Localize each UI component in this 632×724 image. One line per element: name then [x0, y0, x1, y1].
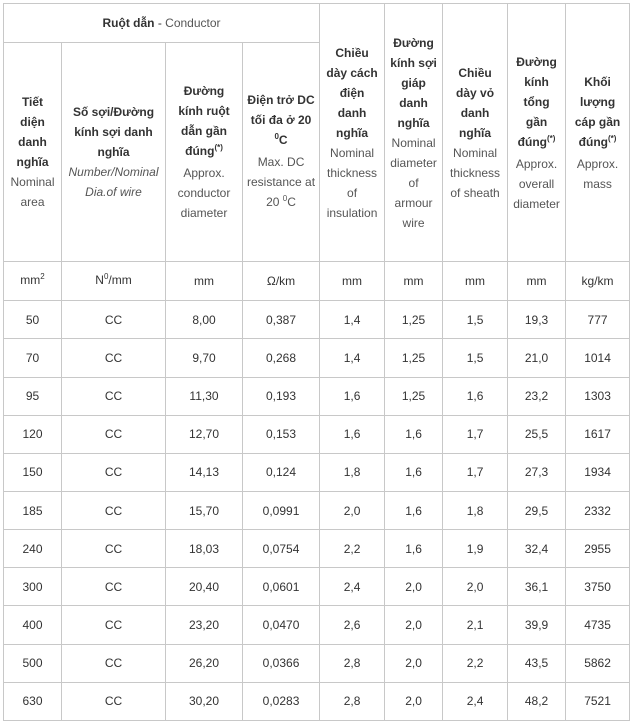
- table-cell: 630: [4, 682, 62, 720]
- table-cell: 2,0: [385, 644, 443, 682]
- table-cell: 30,20: [166, 682, 243, 720]
- unit-wires: $N^0/mm$: [62, 262, 166, 301]
- table-cell: 23,20: [166, 606, 243, 644]
- table-cell: 4735: [566, 606, 630, 644]
- table-cell: 27,3: [508, 453, 566, 491]
- table-cell: 8,00: [166, 301, 243, 339]
- table-cell: 1,6: [385, 453, 443, 491]
- table-cell: 19,3: [508, 301, 566, 339]
- table-row: [4, 606, 630, 644]
- header-vi: Số sợi/Đường kính sợi danh nghĩa: [72, 105, 155, 160]
- table-cell: 2,2: [443, 644, 508, 682]
- table-cell: 1,6: [385, 415, 443, 453]
- table-cell: 29,5: [508, 492, 566, 530]
- header-vi: Chiều dày vỏ danh nghĩa: [456, 65, 495, 140]
- table-cell: 12,70: [166, 415, 243, 453]
- table-cell: 1,6: [320, 377, 385, 415]
- table-cell: 2,4: [320, 568, 385, 606]
- table-cell: 36,1: [508, 568, 566, 606]
- table-row: [4, 492, 630, 530]
- table-cell: CC: [62, 530, 166, 568]
- table-cell: 2,4: [443, 682, 508, 720]
- header-en: Nominal thickness of sheath: [450, 145, 501, 200]
- conductor-group-header: [4, 4, 320, 43]
- table-cell: 50: [4, 301, 62, 339]
- table-cell: 2955: [566, 530, 630, 568]
- table-cell: 1,6: [320, 415, 385, 453]
- table-cell: 1,25: [385, 339, 443, 377]
- table-cell: 1,5: [443, 301, 508, 339]
- header-row-group: [4, 4, 630, 43]
- table-cell: 1,7: [443, 415, 508, 453]
- table-cell: 2,0: [385, 606, 443, 644]
- table-cell: 2332: [566, 492, 630, 530]
- unit-area: $mm^2$: [4, 262, 62, 301]
- table-row: [4, 530, 630, 568]
- unit-dc-resistance: Ω/km: [243, 262, 320, 301]
- table-cell: 39,9: [508, 606, 566, 644]
- table-cell: 1,8: [320, 453, 385, 491]
- table-cell: 0,0366: [243, 644, 320, 682]
- table-cell: 32,4: [508, 530, 566, 568]
- table-cell: 1,25: [385, 301, 443, 339]
- table-cell: 400: [4, 606, 62, 644]
- header-area: [4, 43, 62, 262]
- header-sheath: [443, 4, 508, 262]
- table-cell: 500: [4, 644, 62, 682]
- unit-mass: kg/km: [566, 262, 630, 301]
- conductor-group-vi: Ruột dẫn: [102, 16, 155, 31]
- table-cell: 1014: [566, 339, 630, 377]
- table-cell: 5862: [566, 644, 630, 682]
- table-cell: 95: [4, 377, 62, 415]
- table-row: [4, 682, 630, 720]
- unit-insulation: mm: [320, 262, 385, 301]
- table-cell: CC: [62, 606, 166, 644]
- table-cell: 0,193: [243, 377, 320, 415]
- table-cell: 2,8: [320, 644, 385, 682]
- header-en: Approx. conductor diameter: [177, 166, 231, 221]
- table-row: [4, 339, 630, 377]
- table-row: [4, 453, 630, 491]
- table-cell: 48,2: [508, 682, 566, 720]
- table-row: [4, 415, 630, 453]
- header-vi: Chiều dày cách điện danh nghĩa: [326, 45, 378, 140]
- table-cell: 1934: [566, 453, 630, 491]
- table-cell: 240: [4, 530, 62, 568]
- table-cell: 14,13: [166, 453, 243, 491]
- header-vi: Điện trở DC tối đa ở 20 $^0$C: [247, 93, 315, 148]
- table-cell: CC: [62, 492, 166, 530]
- table-cell: 300: [4, 568, 62, 606]
- table-cell: 0,0991: [243, 492, 320, 530]
- table-cell: 120: [4, 415, 62, 453]
- table-cell: CC: [62, 568, 166, 606]
- table-cell: 1,6: [385, 492, 443, 530]
- table-cell: 1,8: [443, 492, 508, 530]
- table-cell: 1617: [566, 415, 630, 453]
- table-cell: 9,70: [166, 339, 243, 377]
- table-cell: 1,6: [443, 377, 508, 415]
- header-vi: Tiết diện danh nghĩa: [16, 95, 49, 170]
- table-cell: 777: [566, 301, 630, 339]
- table-cell: 1,5: [443, 339, 508, 377]
- table-cell: 70: [4, 339, 62, 377]
- table-row: [4, 644, 630, 682]
- table-cell: CC: [62, 301, 166, 339]
- table-row: [4, 301, 630, 339]
- table-cell: 185: [4, 492, 62, 530]
- table-cell: CC: [62, 339, 166, 377]
- header-insulation: [320, 4, 385, 262]
- table-cell: 1,25: [385, 377, 443, 415]
- table-cell: 15,70: [166, 492, 243, 530]
- table-cell: 25,5: [508, 415, 566, 453]
- table-cell: 0,0601: [243, 568, 320, 606]
- table-cell: 0,153: [243, 415, 320, 453]
- conductor-group-en: Conductor: [165, 16, 221, 31]
- table-cell: 0,268: [243, 339, 320, 377]
- header-conductor-diameter: [166, 43, 243, 262]
- header-en: Max. DC resistance at 20 $^0$C: [247, 155, 316, 210]
- table-cell: 2,0: [443, 568, 508, 606]
- table-cell: 0,0283: [243, 682, 320, 720]
- table-cell: 2,0: [320, 492, 385, 530]
- header-en: Approx. mass: [576, 156, 619, 191]
- unit-conductor-diameter: mm: [166, 262, 243, 301]
- cable-spec-table: [3, 3, 630, 721]
- table-cell: 1,4: [320, 301, 385, 339]
- header-armour: [385, 4, 443, 262]
- table-cell: CC: [62, 377, 166, 415]
- header-overall-diameter: [508, 4, 566, 262]
- unit-sheath: mm: [443, 262, 508, 301]
- table-cell: 0,0754: [243, 530, 320, 568]
- table-cell: 23,2: [508, 377, 566, 415]
- table-cell: 2,6: [320, 606, 385, 644]
- header-vi: Khối lượng cáp gần đúng(*): [574, 74, 621, 149]
- header-vi: Đường kính sợi giáp danh nghĩa: [390, 35, 437, 130]
- table-cell: 0,124: [243, 453, 320, 491]
- table-cell: 21,0: [508, 339, 566, 377]
- table-row: [4, 377, 630, 415]
- table-cell: 1,4: [320, 339, 385, 377]
- table-cell: 2,0: [385, 568, 443, 606]
- header-vi: Đường kính tổng gần đúng(*): [516, 54, 557, 149]
- header-wires: [62, 43, 166, 262]
- header-mass: [566, 4, 630, 262]
- table-cell: 0,387: [243, 301, 320, 339]
- table-cell: 1,7: [443, 453, 508, 491]
- table-row: [4, 568, 630, 606]
- table-cell: CC: [62, 453, 166, 491]
- table-cell: 2,0: [385, 682, 443, 720]
- table-cell: 20,40: [166, 568, 243, 606]
- table-cell: 11,30: [166, 377, 243, 415]
- units-row: [4, 262, 630, 301]
- table-cell: 2,1: [443, 606, 508, 644]
- table-cell: 1,6: [385, 530, 443, 568]
- header-en: Nominal area: [10, 175, 55, 210]
- header-en: Nominal thickness of insulation: [326, 145, 378, 220]
- table-cell: CC: [62, 644, 166, 682]
- table-cell: CC: [62, 682, 166, 720]
- table-cell: CC: [62, 415, 166, 453]
- table-cell: 3750: [566, 568, 630, 606]
- table-cell: 7521: [566, 682, 630, 720]
- header-vi: Đường kính ruột dẫn gần đúng(*): [178, 84, 230, 159]
- table-cell: 1,9: [443, 530, 508, 568]
- header-en: Nominal diameter of armour wire: [390, 135, 437, 230]
- table-cell: 2,2: [320, 530, 385, 568]
- table-cell: 2,8: [320, 682, 385, 720]
- header-en: Approx. overall diameter: [513, 156, 560, 211]
- header-en: Number/Nominal Dia.of wire: [68, 165, 159, 200]
- header-dc-resistance: [243, 43, 320, 262]
- unit-overall-diameter: mm: [508, 262, 566, 301]
- table-cell: 0,0470: [243, 606, 320, 644]
- table-cell: 43,5: [508, 644, 566, 682]
- table-cell: 26,20: [166, 644, 243, 682]
- conductor-group-sep: -: [154, 16, 166, 31]
- table-cell: 18,03: [166, 530, 243, 568]
- table-cell: 150: [4, 453, 62, 491]
- unit-armour: mm: [385, 262, 443, 301]
- table-cell: 1303: [566, 377, 630, 415]
